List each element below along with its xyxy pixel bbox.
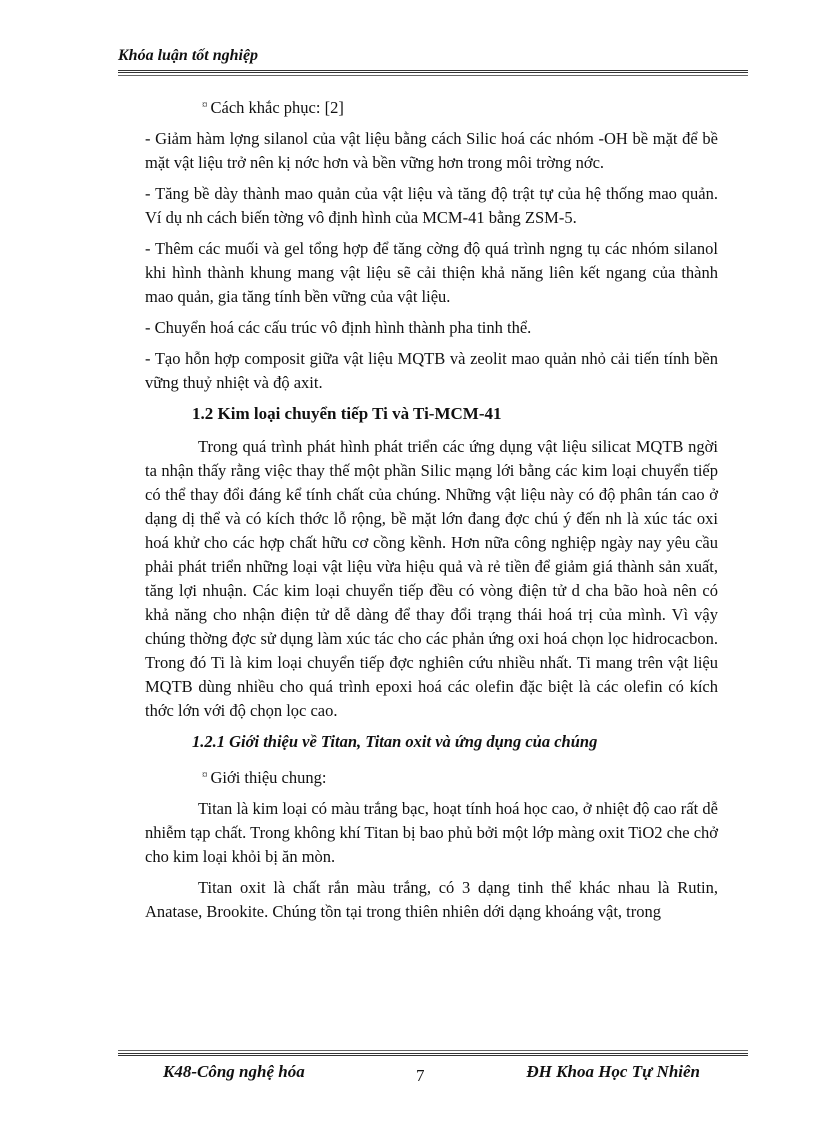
fix-title: Cách khắc phục: [2] bbox=[210, 98, 344, 117]
intro-title: Giới thiệu chung: bbox=[210, 768, 327, 787]
header-rule bbox=[118, 70, 748, 73]
footer-rule-thin bbox=[118, 1050, 748, 1051]
section-paragraph: Trong quá trình phát hình phát triển các ứng dụng vật liệu silicat MQTB ngời ta nhận thấy rằng việc thay thế một phần Silic mạng lới bằng các kim loại chuyển tiếp có thể thay đổi đáng kể tính chất của chúng. Những vật liệu này có độ phân tán cao ở dạng dị thể và có kích thớc lỗ rộng, bề mặt lớn đang đợc chú ý đến nh là xúc tác oxi hoá khử cho các hợp chất hữu cơ cồng kềnh. Hơn nữa công nghiệp ngày nay yêu cầu phải phát triển những loại vật liệu vừa hiệu quả và rẻ tiền để giảm giá thành sản xuất, tăng lợi nhuận. Các kim loại chuyển tiếp đều có vòng điện tử d cha bão hoà nên có khả năng cho nhận điện tử dễ dàng để thay đổi trạng thái hoá trị của mình. Vì vậy chúng thờng đợc sử dụng làm xúc tác cho các phản ứng oxi hoá chọn lọc hidrocacbon. Trong đó Ti là kim loại chuyển tiếp đợc nghiên cứu nhiều nhất. Ti mang trên vật liệu MQTB dùng nhiều cho quá trình epoxi hoá các olefin đặc biệt là các olefin có kích thớc lớn với độ chọn lọc cao. bbox=[145, 437, 718, 720]
header-rule-thin bbox=[118, 75, 748, 76]
footer-department: K48-Công nghệ hóa bbox=[163, 1062, 305, 1081]
section-heading: 1.2 Kim loại chuyển tiếp Ti và Ti-MCM-41 bbox=[192, 404, 502, 423]
header-title: Khóa luận tốt nghiệp bbox=[118, 47, 259, 64]
page-body bbox=[145, 93, 718, 931]
titan-paragraph: Titan là kim loại có màu trắng bạc, hoạt tính hoá học cao, ở nhiệt độ cao rất dễ nhiễm tạp chất. Trong không khí Titan bị bao phủ bởi một lớp màng oxit TiO2 che chở cho kim loại khỏi bị ăn mòn. bbox=[145, 799, 718, 866]
fix-heading bbox=[145, 93, 718, 120]
intro-heading bbox=[145, 763, 718, 790]
footer-rule bbox=[118, 1053, 748, 1056]
footer-university: ĐH Khoa Học Tự Nhiên bbox=[526, 1062, 700, 1081]
subsection-heading: 1.2.1 Giới thiệu về Titan, Titan oxit và ứng dụng của chúng bbox=[192, 732, 598, 751]
footer-row bbox=[118, 1062, 748, 1092]
page-footer bbox=[118, 1050, 748, 1092]
fix-item-3: - Thêm các muối và gel tổng hợp để tăng cờng độ quá trình ngng tụ các nhóm silanol khi hình thành khung mang vật liệu sẽ cải thiện khả năng liên kết ngang của thành mao quản, gia tăng tính bền vững của vật liệu. bbox=[145, 239, 718, 306]
bullet-symbol-icon: ¤ bbox=[202, 99, 208, 111]
fix-item-4: - Chuyển hoá các cấu trúc vô định hình thành pha tinh thể. bbox=[145, 318, 532, 337]
bullet-symbol-icon: ¤ bbox=[202, 769, 208, 781]
page-number: 7 bbox=[416, 1066, 425, 1085]
fix-item-5: - Tạo hỗn hợp composit giữa vật liệu MQTB và zeolit mao quản nhỏ cải tiến tính bền vững thuỷ nhiệt và độ axit. bbox=[145, 349, 718, 392]
fix-item-1: - Giảm hàm lợng silanol của vật liệu bằng cách Silic hoá các nhóm -OH bề mặt để bề mặt vật liệu trở nên kị nớc hơn và bền vững hơn trong môi trờng nớc. bbox=[145, 129, 718, 172]
page-header bbox=[118, 47, 748, 76]
fix-item-2: - Tăng bề dày thành mao quản của vật liệu và tăng độ trật tự của hệ thống mao quản. Ví dụ nh cách biến tờng vô định hình của MCM-41 bằng ZSM-5. bbox=[145, 184, 718, 227]
titan-oxit-paragraph: Titan oxit là chất rắn màu trắng, có 3 dạng tinh thể khác nhau là Rutin, Anatase, Brookite. Chúng tồn tại trong thiên nhiên dới dạng khoáng vật, trong bbox=[145, 878, 718, 921]
